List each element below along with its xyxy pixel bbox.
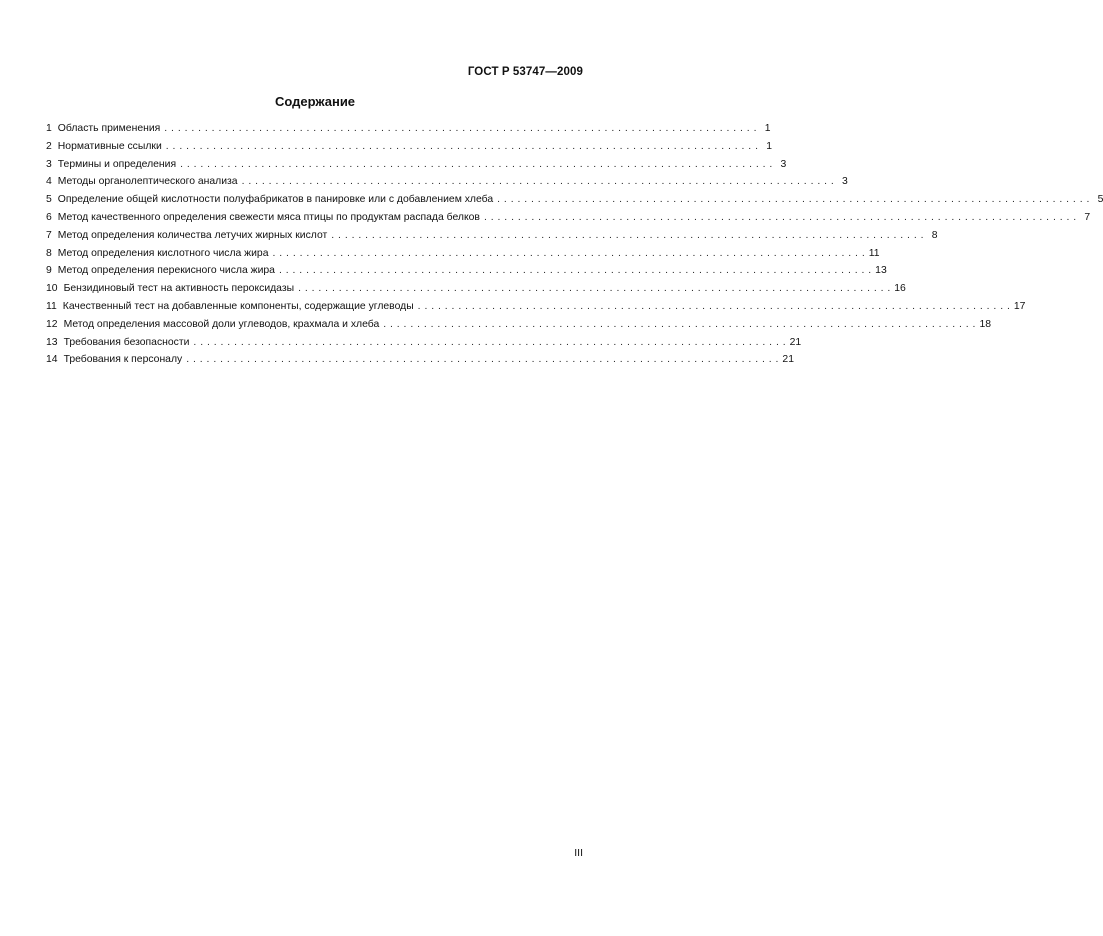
toc-item-number: 14 [46, 354, 58, 366]
toc-item-number: 4 [46, 176, 52, 188]
toc-item[interactable] [46, 191, 1103, 209]
toc-item-number: 8 [46, 247, 52, 259]
toc-item[interactable] [46, 209, 1091, 227]
toc-item[interactable] [46, 138, 772, 156]
toc-dot-leader [180, 156, 772, 174]
toc-item-page: 3 [842, 176, 848, 188]
toc-item-page: 11 [868, 247, 880, 259]
page-number: III [574, 847, 583, 859]
toc-item-number: 2 [46, 140, 52, 152]
toc-item-number: 7 [46, 229, 52, 241]
toc-title: Содержание [274, 94, 356, 109]
toc-dot-leader [166, 138, 758, 156]
toc-dot-leader [186, 351, 778, 369]
toc-item[interactable] [46, 334, 802, 352]
document-number: ГОСТ Р 53747—2009 [467, 66, 583, 78]
toc-item-title: Нормативные ссылки [57, 140, 162, 152]
toc-item-title: Требования безопасности [63, 336, 190, 348]
toc-item-number: 13 [46, 336, 58, 348]
toc-item[interactable] [46, 316, 991, 334]
toc-item-page: 21 [789, 336, 802, 348]
toc-item-number: 11 [46, 300, 57, 312]
toc-dot-leader [279, 262, 871, 280]
toc-dot-leader [497, 191, 1089, 209]
toc-dot-leader [273, 245, 865, 263]
toc-item-title: Качественный тест на добавленные компоненты, содержащие углеводы [62, 300, 414, 312]
toc-item-title: Метод определения перекисного числа жира [57, 265, 275, 277]
toc-item[interactable] [46, 280, 906, 298]
toc-item-number: 1 [46, 123, 52, 134]
toc-item[interactable] [46, 156, 787, 174]
toc-dot-leader [484, 209, 1076, 227]
toc-item-page: 17 [1013, 300, 1026, 312]
toc-item[interactable] [46, 227, 938, 245]
toc-item-title: Метод определения кислотного числа жира [57, 247, 269, 259]
toc-dot-leader [164, 120, 756, 138]
toc-item-title: Метод определения массовой доли углеводов, крахмала и хлеба [63, 318, 380, 330]
toc-item-page: 16 [894, 283, 906, 295]
toc-item[interactable] [46, 298, 1026, 316]
toc-item-number: 9 [46, 265, 52, 277]
toc-dot-leader [193, 334, 785, 352]
toc-item-page: 21 [782, 354, 794, 366]
toc-item-page: 13 [875, 265, 887, 277]
toc-item[interactable] [46, 245, 880, 263]
toc-item[interactable] [46, 120, 771, 138]
toc-item-page: 7 [1084, 211, 1091, 223]
toc-item-number: 3 [46, 158, 52, 170]
toc-dot-leader [418, 298, 1010, 316]
toc-item[interactable] [46, 351, 794, 369]
toc-item[interactable] [46, 262, 887, 280]
toc-item-title: Метод определения количества летучих жирных кислот [57, 229, 328, 241]
toc-dot-leader [383, 316, 975, 334]
toc-dot-leader [298, 280, 890, 298]
toc-item-title: Область применения [57, 123, 161, 134]
toc-item-number: 10 [46, 283, 58, 295]
toc-dot-leader [331, 227, 923, 245]
toc-item-page: 1 [766, 140, 772, 152]
toc-item-title: Термины и определения [57, 158, 177, 170]
toc-item-page: 5 [1097, 194, 1103, 206]
toc-item-title: Методы органолептического анализа [57, 176, 238, 188]
toc-item-page: 18 [979, 318, 991, 330]
toc-dot-leader [242, 173, 834, 191]
toc-item-title: Бензидиновый тест на активность пероксидазы [63, 283, 295, 295]
toc-item-page: 8 [931, 229, 938, 241]
toc-item-page: 3 [780, 158, 787, 170]
toc-item-number: 6 [46, 211, 52, 223]
table-of-contents [46, 120, 1103, 369]
toc-item-number: 12 [46, 318, 58, 330]
toc-item-title: Требования к персоналу [63, 354, 183, 366]
toc-item-title: Определение общей кислотности полуфабрикатов в панировке или с добавлением хлеба [57, 194, 494, 206]
toc-item-page: 1 [764, 123, 771, 134]
toc-item-number: 5 [46, 194, 52, 206]
toc-item[interactable] [46, 173, 848, 191]
toc-item-title: Метод качественного определения свежести мяса птицы по продуктам распада белков [57, 211, 480, 223]
